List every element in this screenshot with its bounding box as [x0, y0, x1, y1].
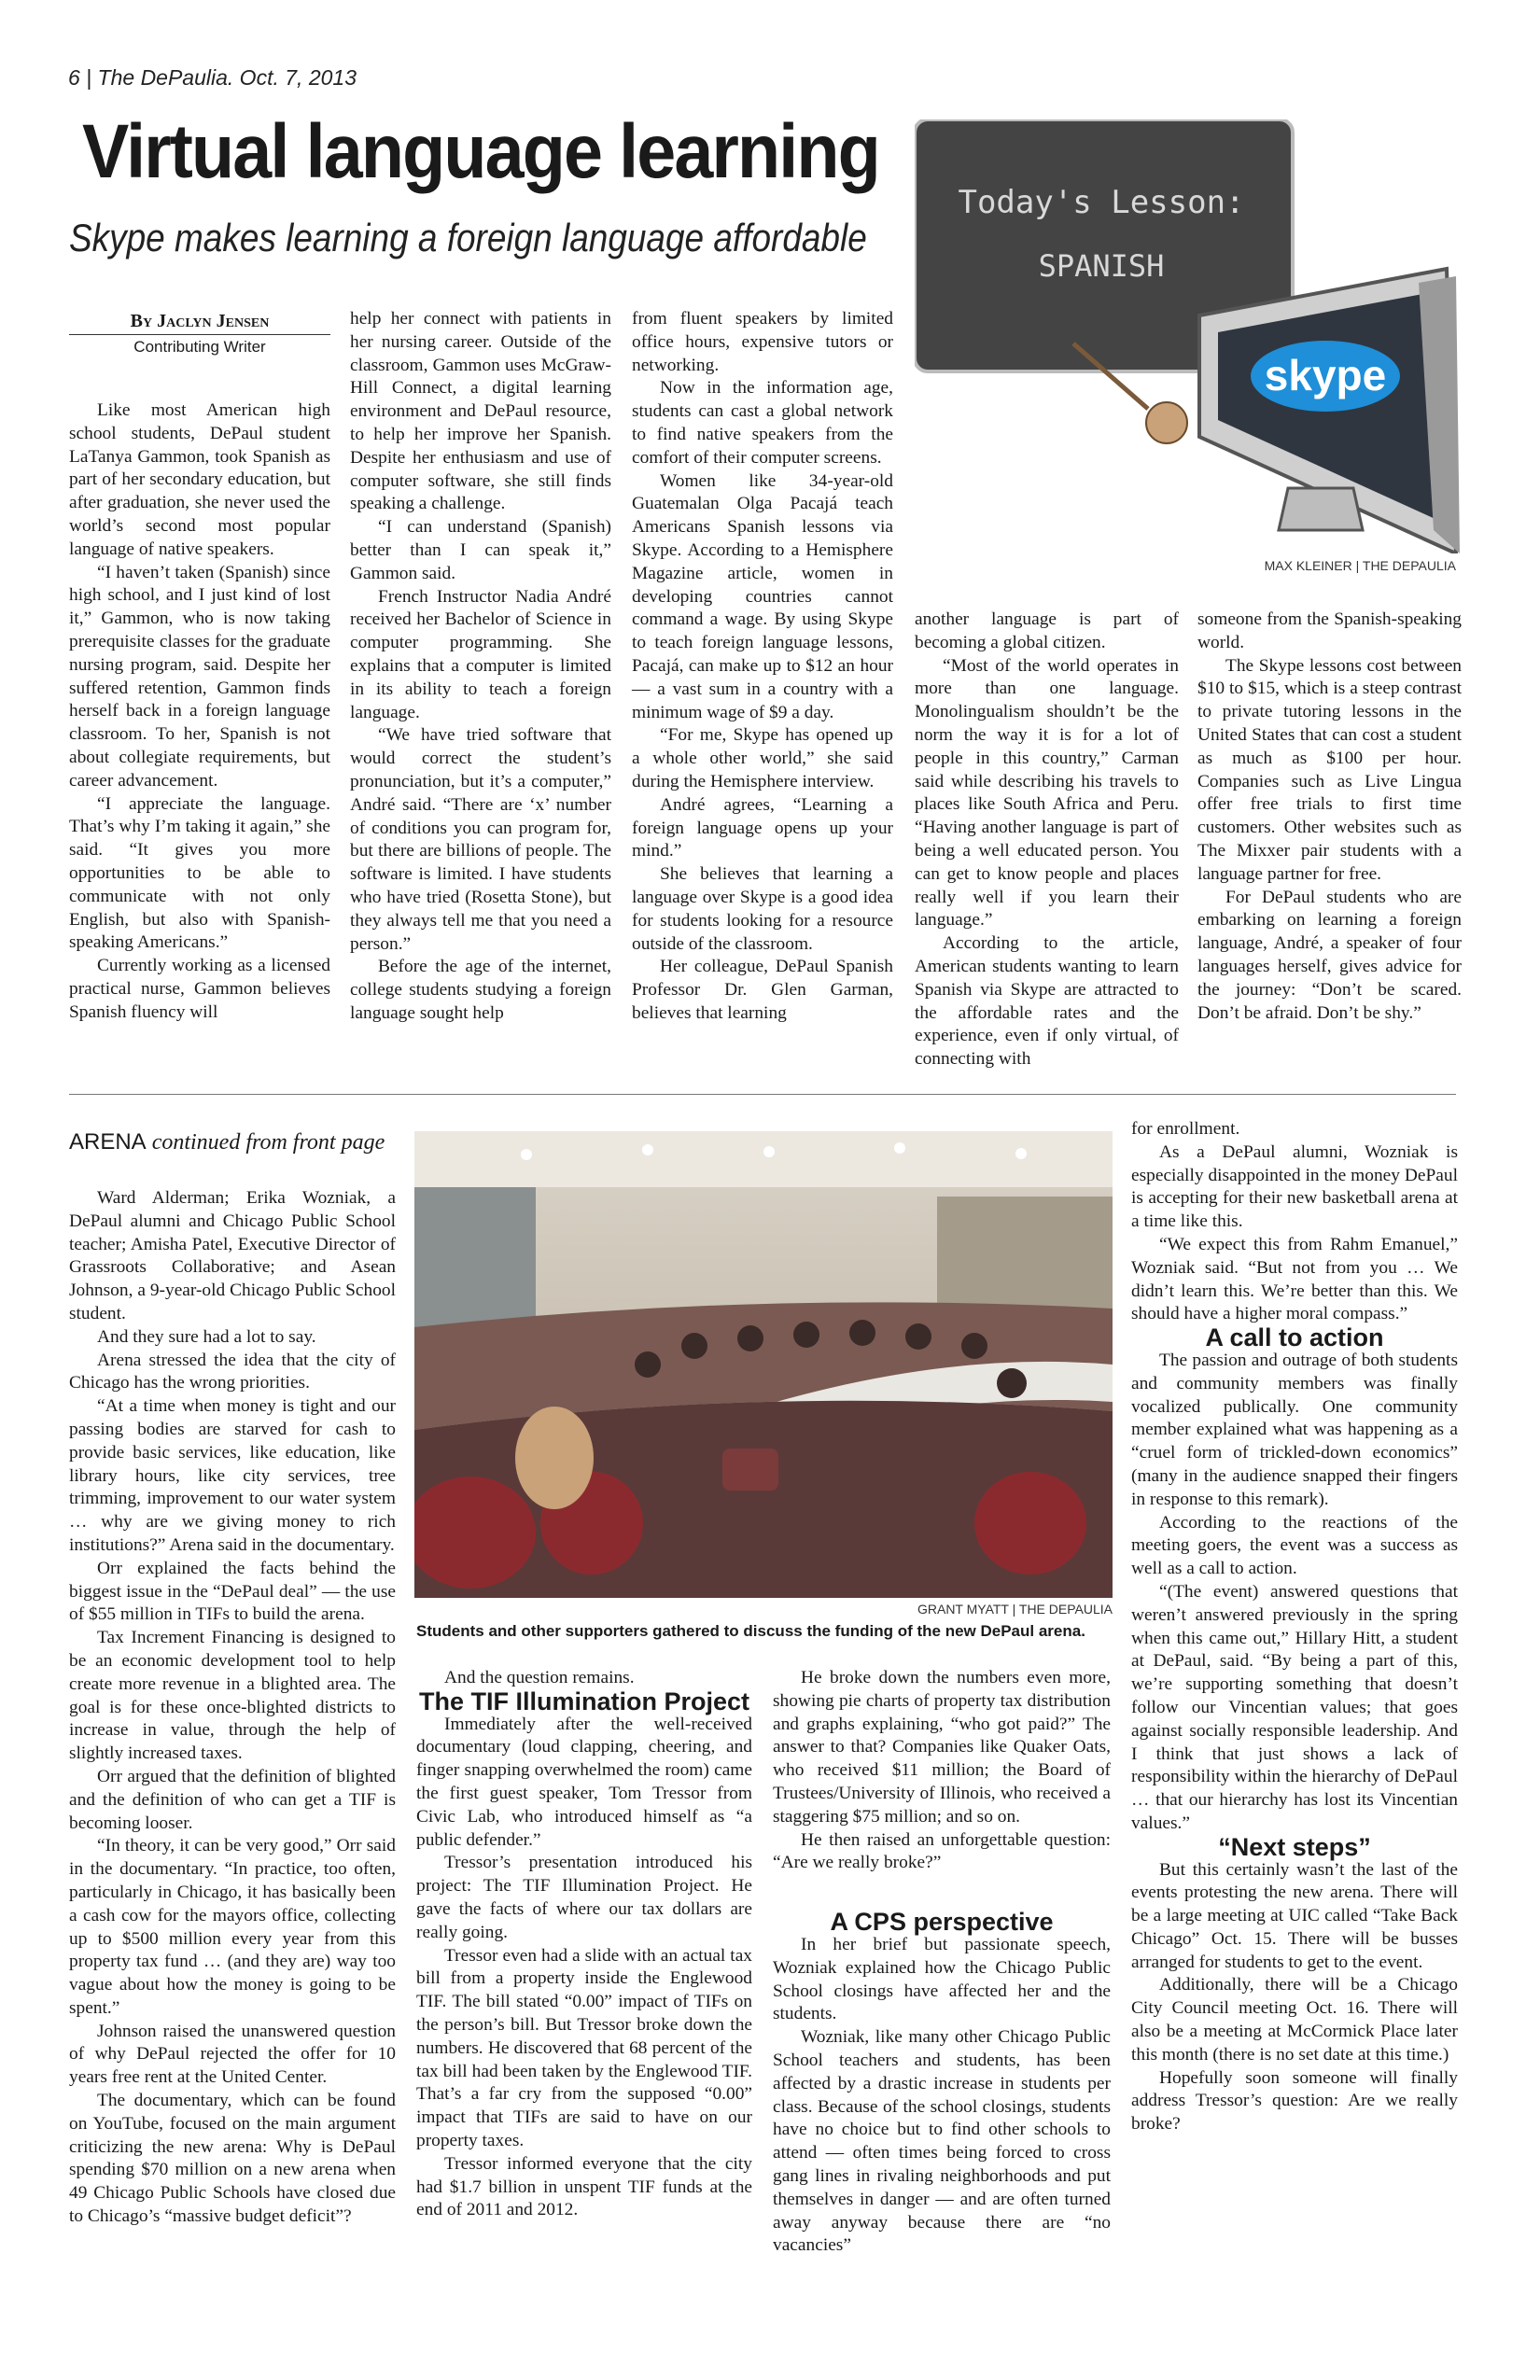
- paragraph: Her colleague, DePaul Spanish Professor Dr. Glen Garman, believes that learning: [632, 957, 893, 1023]
- paragraph: Additionally, there will be a Chicago City Council meeting Oct. 16. There will also be a meeting at McCormick Place later this month (there is no set date at this time.): [1131, 1975, 1458, 2065]
- paragraph: Arena stressed the idea that the city of Chicago has the wrong priorities.: [69, 1350, 396, 1393]
- paragraph: But this certainly wasn’t the last of the events protesting the new arena. There will be a large meeting at UIC called “Take Back Chicago” Oct. 15. There will be busses arranged for students to get to the event.: [1131, 1859, 1458, 1972]
- paragraph: “I appreciate the language. That’s why I’m taking it again,” she said. “It gives you more opportunities to be able to communicate with not only English, but also with Spanish-speaking Americans.”: [69, 793, 330, 953]
- paragraph: Orr argued that the definition of blighted and the definition of who can get a TIF is becoming looser.: [69, 1766, 396, 1833]
- paragraph: Immediately after the well-received documentary (loud clapping, cheering, and finger snapping overwhelmed the room) came the first guest speaker, Tom Tressor from Civic Lab, who introduced himself as “a public defender.”: [416, 1714, 752, 1850]
- story1-column-3: [632, 308, 893, 1026]
- paragraph: Wozniak, like many other Chicago Public School teachers and students, has been affected by a drastic increase in students per class. Because of the school closings, students have no choice but to find other schools to attend — often times being forced to cross gang lines in rivaling neighborhoods and put themselves in danger — and are often turned away anyway because there are “no vacancies”: [773, 2027, 1111, 2256]
- paragraph: “We expect this from Rahm Emanuel,” Wozniak said. “But not from you … We didn’t learn this. We’re better than this. We should have a higher moral compass.”: [1131, 1234, 1458, 1324]
- photo-caption: Students and other supporters gathered to discuss the funding of the new DePaul arena.: [416, 1622, 1085, 1640]
- paragraph: The Skype lessons cost between $10 to $15, which is a steep contrast to private tutoring lessons in the United States that can cost a student as much as $100 per hour. Companies such as Live Lingua offer free trials to first time customers. Other websites such as The Mixxer pair students with a language partner for free.: [1197, 655, 1462, 884]
- paragraph: someone from the Spanish-speaking world.: [1197, 609, 1462, 652]
- jump-slug: ARENA: [69, 1129, 147, 1155]
- hand-icon: [1146, 402, 1187, 443]
- paragraph: “In theory, it can be very good,” Orr said in the documentary. “In practice, too often, particularly in Chicago, it has basically been a cash cow for the mayors office, collecting up to $500 million every year from this property tax fund … (and they are) way too vague about how the money is going to be spent.”: [69, 1836, 396, 2018]
- paragraph: He then raised an unforgettable question: “Are we really broke?”: [773, 1829, 1111, 1873]
- monitor-icon: [1199, 269, 1460, 553]
- paragraph: André agrees, “Learning a foreign language opens up your mind.”: [632, 794, 893, 861]
- subhead-tif-project: The TIF Illumination Project: [418, 1687, 750, 1715]
- paragraph: Tressor informed everyone that the city had $1.7 billion in unspent TIF funds at the end of 2011 and 2012.: [416, 2153, 752, 2220]
- story1-column-5: [1197, 609, 1462, 1025]
- chalk-line-2: SPANISH: [1038, 248, 1165, 284]
- paragraph: Ward Alderman; Erika Wozniak, a DePaul alumni and Chicago Public School teacher; Amisha Patel, Executive Director of Grassroots Collaborative; and Asean Johnson, a 9-year-old Chicago Public School student.: [69, 1188, 396, 1323]
- subhead-cps-perspective: A CPS perspective: [830, 1908, 1054, 1937]
- paragraph: help her connect with patients in her nursing career. Outside of the classroom, Gammon uses McGraw-Hill Connect, a digital learning environment and DePaul resource, to help her improve her Spanish. Despite her enthusiasm and use of computer software, she still finds speaking a challenge.: [350, 309, 611, 514]
- paragraph: For DePaul students who are embarking on learning a foreign language, André, a speaker of four languages herself, gives advice for the journey: “Don’t be scared. Don’t be afraid. Don’t be shy.”: [1197, 887, 1462, 1023]
- jump-line: [69, 1129, 385, 1155]
- paragraph: According to the reactions of the meeting goers, the event was a success as well as a call to action.: [1131, 1512, 1458, 1579]
- paragraph: In her brief but passionate speech, Wozniak explained how the Chicago Public School closings have affected her and the students.: [773, 1934, 1111, 2024]
- story1-column-2: [350, 308, 611, 1026]
- paragraph: another language is part of becoming a global citizen.: [915, 609, 1179, 652]
- story1-column-4: [915, 609, 1179, 1071]
- arena-meeting-photo: [414, 1131, 1113, 1598]
- paragraph: Like most American high school students, DePaul student LaTanya Gammon, took Spanish as part of her secondary education, but after graduation, she never used the world’s second most popular language of native speakers.: [69, 400, 330, 559]
- paragraph: Johnson raised the unanswered question of why DePaul rejected the offer for 10 years free rent at the United Center.: [69, 2021, 396, 2088]
- illustration-credit: MAX KLEINER | THE DEPAULIA: [1264, 558, 1456, 573]
- jump-text: continued from front page: [151, 1130, 385, 1155]
- subhead-call-to-action: A call to action: [1205, 1323, 1384, 1352]
- story2-column-1: [69, 1187, 396, 2229]
- paragraph: Currently working as a licensed practical nurse, Gammon believes Spanish fluency will: [69, 956, 330, 1022]
- paragraph: She believes that learning a language over Skype is a good idea for students looking for a resource outside of the classroom.: [632, 864, 893, 954]
- byline-role: Contributing Writer: [133, 338, 266, 356]
- paragraph: “For me, Skype has opened up a whole other world,” she said during the Hemisphere interview.: [632, 725, 893, 791]
- skype-lesson-illustration: [915, 119, 1461, 553]
- chalk-line-1: Today's Lesson:: [958, 184, 1245, 221]
- story1-column-1: [69, 399, 330, 1025]
- photo-credit: GRANT MYATT | THE DEPAULIA: [917, 1602, 1113, 1617]
- paragraph: for enrollment.: [1131, 1119, 1240, 1139]
- paragraph: French Instructor Nadia André received her Bachelor of Science in computer programming. She explains that a computer is limited in its ability to teach a foreign language.: [350, 586, 611, 722]
- paragraph: Tressor even had a slide with an actual tax bill from a property inside the Englewood TIF. The bill stated “0.00” impact of TIFs on the person’s bill. But Tressor broke down the numbers. He discovered that 68 percent of the tax bill had been taken by the Englewood TIF. That’s a far cry from the supposed “0.00” impact that TIFs are said to have on our property taxes.: [416, 1945, 752, 2150]
- story2-column-2: [416, 1667, 752, 2222]
- paragraph: “(The event) answered questions that weren’t answered previously in the spring when this came out,” Hillary Hitt, a student at DePaul, said. “By being a part of this, we’re supporting something that doesn’t follow our Vincentian values; that goes against socially responsible leadership. And I think that just shows a lack of responsibility within the hierarchy of DePaul … that our hierarchy has lost its Vincentian values.”: [1131, 1581, 1458, 1833]
- paragraph: “At a time when money is tight and our passing bodies are starved for cash to provide basic services, like education, like library hours, like city services, tree trimming, improvement to our water system … why are we giving money to rich institutions?” Arena said in the documentary.: [69, 1396, 396, 1555]
- paragraph: And they sure had a lot to say.: [97, 1326, 316, 1347]
- page-folio: 6 | The DePaulia. Oct. 7, 2013: [68, 65, 357, 90]
- paragraph: “Most of the world operates in more than one language. Monolingualism shouldn’t be the norm the way it is for a lot of people in this country,” Carman said while describing his travels to places like South Africa and Peru. “Having another language is part of being a well educated person. You can get to know people and places really well if you learn their language.”: [915, 655, 1179, 931]
- paragraph: Orr explained the facts behind the biggest issue in the “DePaul deal” — the use of $55 million in TIFs to build the arena.: [69, 1558, 396, 1625]
- paragraph: And the question remains.: [444, 1668, 635, 1687]
- paragraph: The documentary, which can be found on YouTube, focused on the main argument criticizing the new arena: Why is DePaul spending $70 million on a new arena when 49 Chicago Public Schools have closed due to Chicago’s “massive budget deficit”?: [69, 2091, 396, 2227]
- paragraph: “We have tried software that would correct the student’s pronunciation, but it’s a computer,” André said. “There are ‘x’ number of conditions you can program for, but there are billions of people. The software is limited. I have students who have tried (Rosetta Stone), but they always tell me that you need a person.”: [350, 725, 611, 954]
- story2-column-3: [773, 1667, 1111, 2258]
- paragraph: The passion and outrage of both students and community members was finally vocalized publically. One community member explained what was happening as a “cruel form of trickled-down economics” (many in the audience snapped their fingers in response to this remark).: [1131, 1350, 1458, 1509]
- deck: Skype makes learning a foreign language affordable: [69, 216, 867, 259]
- story2-column-4: [1131, 1118, 1458, 2136]
- paragraph: Tax Increment Financing is designed to be an economic development tool to help create more revenue in a blighted area. The goal is for these once-blighted districts to increase in value, through the help of slightly increased taxes.: [69, 1628, 396, 1764]
- paragraph: Before the age of the internet, college students studying a foreign language sought help: [350, 957, 611, 1023]
- byline: By Jaclyn Jensen: [69, 311, 330, 335]
- paragraph: “I can understand (Spanish) better than I can speak it,” Gammon said.: [350, 517, 611, 583]
- subhead-next-steps: “Next steps”: [1218, 1832, 1371, 1861]
- skype-logo: skype: [1264, 351, 1387, 399]
- section-divider: [69, 1094, 1456, 1095]
- paragraph: Women like 34-year-old Guatemalan Olga Pacajá teach Americans Spanish lessons via Skype. According to a Hemisphere Magazine article, women in developing countries cannot command a wage. By using Skype to teach foreign language lessons, Pacajá, can make up to $12 an hour — a vast sum in a country with a minimum wage of $9 a day.: [632, 470, 893, 722]
- paragraph: from fluent speakers by limited office hours, expensive tutors or networking.: [632, 309, 893, 375]
- paragraph: Hopefully soon someone will finally address Tressor’s question: Are we really broke?: [1131, 2067, 1458, 2135]
- paragraph: As a DePaul alumni, Wozniak is especially disappointed in the money DePaul is accepting for their new basketball arena at a time like this.: [1131, 1141, 1458, 1232]
- paragraph: “I haven’t taken (Spanish) since high school, and I just kind of lost it,” Gammon, who is now taking prerequisite classes for the graduate nursing program, said. Despite her suffered retention, Gammon finds herself back in a foreign language classroom. To her, Spanish is not about collegiate requirements, but career advancement.: [69, 562, 330, 791]
- paragraph: He broke down the numbers even more, showing pie charts of property tax distribution and graphs explaining, “who got paid?” The answer to that? Companies like Quaker Oats, who received $11 million; the Board of Trustees/University of Illinois, who received a staggering $75 million; and so on.: [773, 1668, 1111, 1827]
- paragraph: Tressor’s presentation introduced his project: The TIF Illumination Project. He gave the facts of where our tax dollars are really going.: [416, 1853, 752, 1942]
- paragraph: According to the article, American students wanting to learn Spanish via Skype are attracted to the affordable rates and the experience, even if only virtual, of connecting with: [915, 933, 1179, 1070]
- paragraph: Now in the information age, students can cast a global network to find native speakers from the comfort of their computer screens.: [632, 378, 893, 468]
- headline: Virtual language learning: [82, 109, 879, 194]
